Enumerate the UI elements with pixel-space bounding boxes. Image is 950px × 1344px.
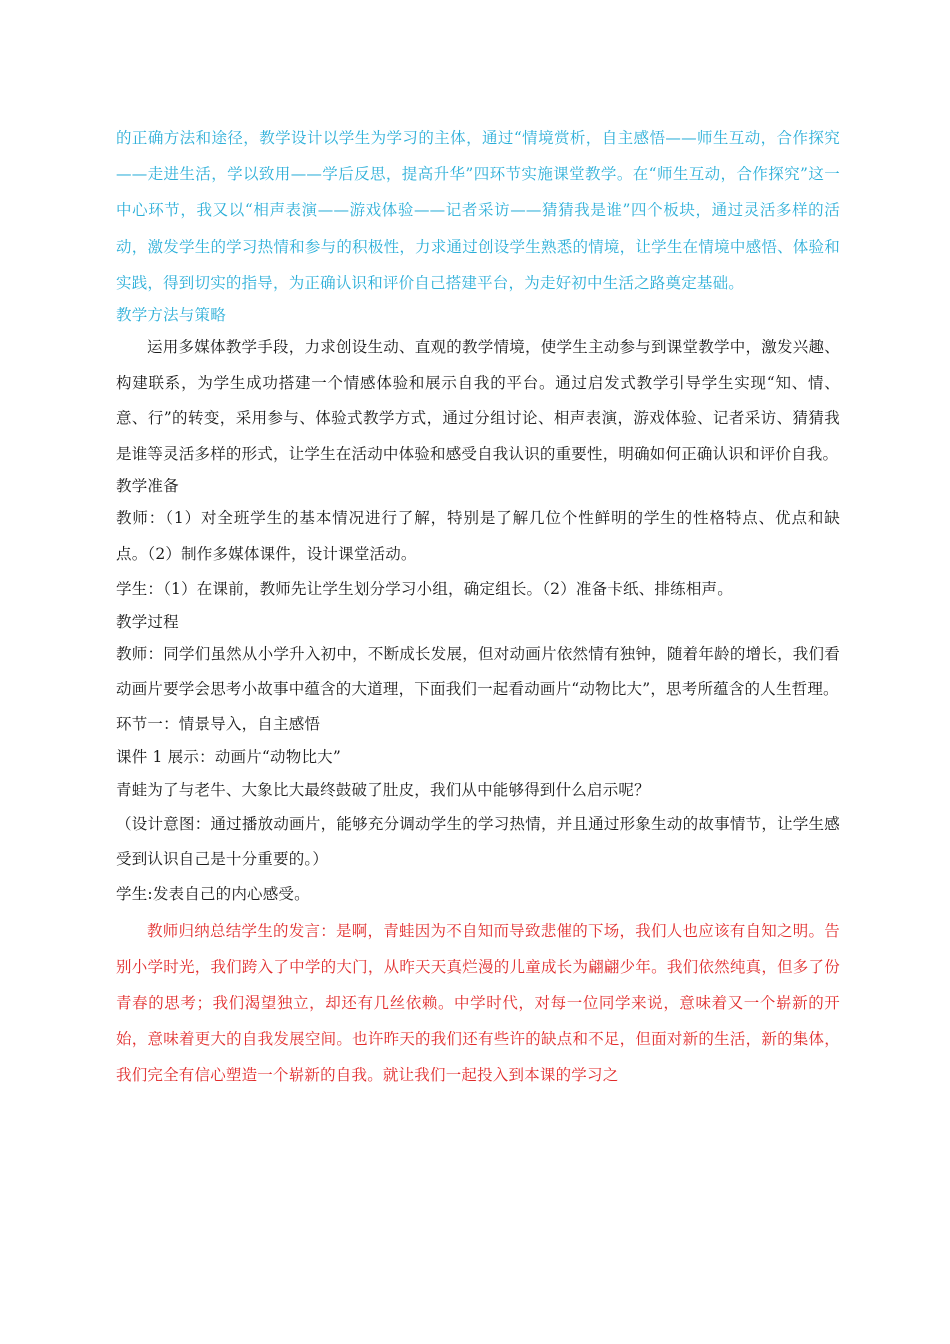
process-heading: 教学过程: [116, 612, 179, 631]
document-page: [116, 120, 840, 1094]
prep-teacher-paragraph: 教师：（1）对全班学生的基本情况进行了解，特别是了解几位个性鲜明的学生的性格特点、优点和缺点。（2）制作多媒体课件，设计课堂活动。: [116, 509, 840, 563]
teacher-summary-paragraph: 教师归纳总结学生的发言：是啊，青蛙因为不自知而导致悲催的下场，我们人也应该有自知之明。告别小学时光，我们跨入了中学的大门，从昨天天真烂漫的儿童成长为翩翩少年。我们依然纯真，但多了份青春的思考；我们渴望独立，却还有几丝依赖。中学时代，对每一位同学来说，意味着又一个崭新的开始，意味着更大的自我发展空间。也许昨天的我们还有些许的缺点和不足，但面对新的生活，新的集体，我们完全有信心塑造一个崭新的自我。就让我们一起投入到本课的学习之: [116, 921, 840, 1085]
courseware-one-line: 课件 1 展示：动画片“动物比大”: [116, 747, 341, 766]
step-one-heading: 环节一：情景导入，自主感悟: [116, 714, 321, 733]
process-teacher-paragraph: 教师：同学们虽然从小学升入初中，不断成长发展，但对动画片依然情有独钟，随着年龄的增长，我们看动画片要学会思考小故事中蕴含的大道理，下面我们一起看动画片“动物比大”，思考所蕴含的人生哲理。: [116, 644, 840, 699]
intro-paragraph: 的正确方法和途径，教学设计以学生为学习的主体，通过“情境赏析，自主感悟——师生互动，合作探究——走进生活，学以致用——学后反思，提高升华”四环节实施课堂教学。在“师生互动，合作探究”这一中心环节，我又以“相声表演——游戏体验——记者采访——猜猜我是谁”四个板块，通过灵活多样的活动，激发学生的学习热情和参与的积极性，力求通过创设学生熟悉的情境，让学生在情境中感悟、体验和实践，得到切实的指导，为正确认识和评价自己搭建平台，为走好初中生活之路奠定基础。: [116, 129, 840, 292]
methods-heading: 教学方法与策略: [116, 306, 226, 325]
prep-student-paragraph: 学生：（1）在课前，教师先让学生划分学习小组，确定组长。（2）准备卡纸、排练相声。: [116, 580, 733, 599]
student-response-line: 学生:发表自己的内心感受。: [116, 884, 310, 903]
design-intent-paragraph: （设计意图：通过播放动画片，能够充分调动学生的学习热情，并且通过形象生动的故事情节，让学生感受到认识自己是十分重要的。）: [116, 814, 840, 869]
prep-heading: 教学准备: [116, 477, 179, 496]
methods-paragraph: 运用多媒体教学手段，力求创设生动、直观的教学情境，使学生主动参与到课堂教学中，激发兴趣、构建联系，为学生成功搭建一个情感体验和展示自我的平台。通过启发式教学引导学生实现“知、情、意、行”的转变，采用参与、体验式教学方式，通过分组讨论、相声表演，游戏体验、记者采访、猜猜我是谁等灵活多样的形式，让学生在活动中体验和感受自我认识的重要性，明确如何正确认识和评价自我。: [116, 338, 840, 463]
question-line: 青蛙为了与老牛、大象比大最终鼓破了肚皮，我们从中能够得到什么启示呢？: [116, 780, 650, 799]
